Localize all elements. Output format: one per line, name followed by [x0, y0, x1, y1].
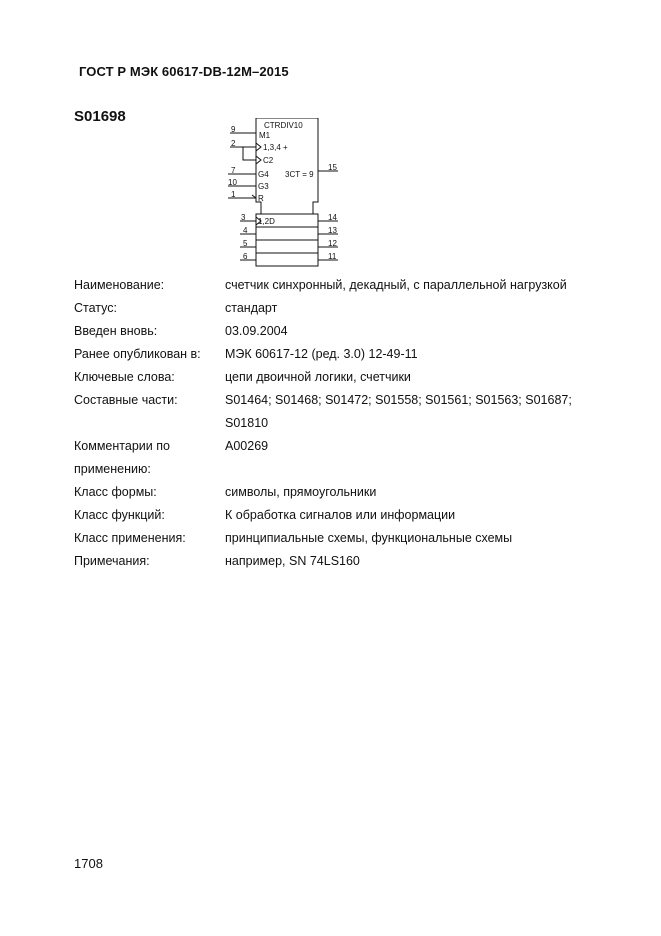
properties-table	[74, 274, 634, 573]
pin-number: 13	[328, 226, 337, 235]
input-label: G3	[258, 182, 269, 191]
register-label: 1,2D	[258, 217, 275, 226]
property-label: Класс формы:	[74, 485, 157, 499]
property-row	[74, 343, 634, 366]
property-row	[74, 366, 634, 389]
property-label: Ключевые слова:	[74, 370, 175, 384]
dynamic-input-marker	[256, 156, 261, 164]
property-label: Введен вновь:	[74, 324, 158, 338]
input-label: M1	[259, 131, 271, 140]
pin-number: 9	[231, 125, 236, 134]
property-value: счетчик синхронный, декадный, с параллельной нагрузкой	[225, 278, 567, 292]
page-number: 1708	[74, 856, 103, 871]
symbol-code: S01698	[74, 108, 126, 125]
pin-number: 5	[243, 239, 248, 248]
block-title: CTRDIV10	[264, 121, 303, 130]
property-value: символы, прямоугольники	[225, 485, 377, 499]
property-row	[74, 297, 634, 320]
property-label: Класс функций:	[74, 508, 165, 522]
pin-number: 15	[328, 163, 337, 172]
property-value: принципиальные схемы, функциональные схемы	[225, 531, 513, 545]
pin-number: 10	[228, 178, 237, 187]
property-label: Наименование:	[74, 278, 165, 292]
property-row	[74, 504, 634, 527]
pin-number: 7	[231, 166, 236, 175]
property-value-line: S01810	[225, 416, 269, 430]
property-row	[74, 389, 634, 435]
property-row	[74, 481, 634, 504]
property-row	[74, 550, 634, 573]
input-label: C2	[263, 156, 274, 165]
property-row	[74, 435, 634, 481]
property-row	[74, 320, 634, 343]
counter-symbol-svg	[222, 118, 352, 268]
property-value: стандарт	[225, 301, 278, 315]
property-label-line: применению:	[74, 462, 151, 476]
pin-number: 14	[328, 213, 337, 222]
dynamic-input-marker	[256, 143, 261, 151]
property-row	[74, 527, 634, 550]
property-value: 03.09.2004	[225, 324, 288, 338]
property-value: например, SN 74LS160	[225, 554, 360, 568]
property-value: МЭК 60617-12 (ред. 3.0) 12-49-11	[225, 347, 418, 361]
counter-symbol-diagram	[222, 118, 352, 268]
property-value: A00269	[225, 439, 269, 453]
property-value-line: S01464; S01468; S01472; S01558; S01561; S01563; S01687;	[225, 393, 572, 407]
property-label: Ранее опубликован в:	[74, 347, 201, 361]
property-label: Примечания:	[74, 554, 150, 568]
property-label: Класс применения:	[74, 531, 186, 545]
pin-number: 1	[231, 190, 236, 199]
property-value: цепи двоичной логики, счетчики	[225, 370, 411, 384]
document-header: ГОСТ Р МЭК 60617-DB-12М–2015	[79, 64, 289, 79]
pin-number: 4	[243, 226, 248, 235]
input-label: G4	[258, 170, 269, 179]
property-value: К обработка сигналов или информации	[225, 508, 456, 522]
property-label: Составные части:	[74, 393, 178, 407]
property-value	[225, 389, 634, 435]
property-label	[74, 435, 225, 481]
output-label: 3CT = 9	[285, 170, 314, 179]
pin-number: 6	[243, 252, 248, 261]
pin-number: 2	[231, 139, 236, 148]
input-label: 1,3,4 +	[263, 143, 288, 152]
pin-number: 11	[328, 252, 337, 261]
input-label: R	[258, 194, 264, 203]
input-line-c2	[243, 147, 256, 160]
property-label-line: Комментарии по	[74, 439, 170, 453]
pin-number: 3	[241, 213, 246, 222]
property-label: Статус:	[74, 301, 117, 315]
pin-number: 12	[328, 239, 337, 248]
property-row	[74, 274, 634, 297]
